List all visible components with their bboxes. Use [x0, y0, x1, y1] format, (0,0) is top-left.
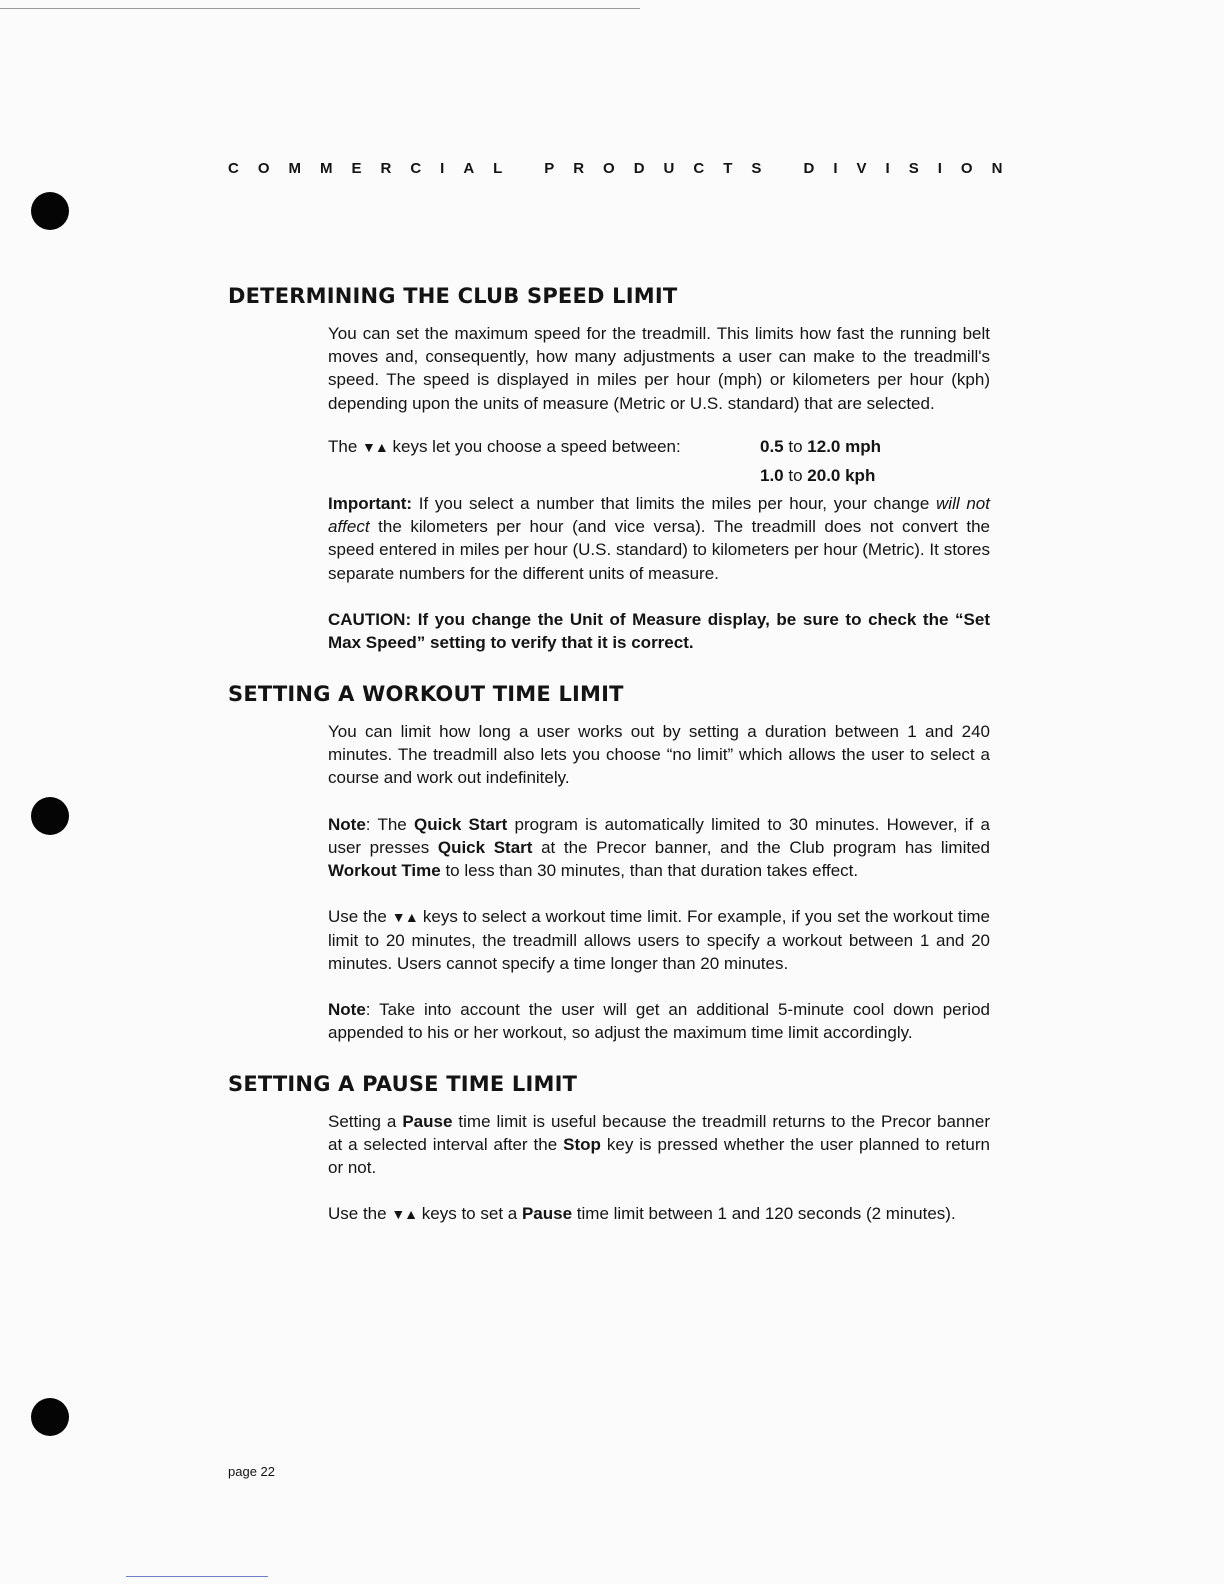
page-number: page 22	[228, 1464, 275, 1479]
workout-note-cool-down: Note: Take into account the user will get an additional 5-minute cool down period appended to his or her workout, so adjust the maximum time limit accordingly.	[328, 1000, 990, 1043]
punch-hole	[31, 192, 69, 230]
top-rule	[0, 8, 640, 9]
section-heading-speed: DETERMINING THE CLUB SPEED LIMIT	[228, 284, 678, 308]
section-heading-workout: SETTING A WORKOUT TIME LIMIT	[228, 682, 624, 706]
speed-caution: CAUTION: If you change the Unit of Measure display, be sure to check the “Set Max Speed” setting to verify that it is correct.	[328, 610, 990, 653]
down-up-arrow-keys-icon: ▼▲	[391, 909, 418, 925]
down-up-arrow-keys-icon: ▼▲	[362, 439, 388, 455]
speed-intro: You can set the maximum speed for the treadmill. This limits how fast the running belt moves and, consequently, how many adjustments a user can make to the treadmill's speed. The speed is displayed in miles per hour (mph) or kilometers per hour (kph) depending upon the units of measure (Metric or U.S. standard) that are selected.	[328, 324, 990, 413]
speed-range-mph: 0.5 to 12.0 mph	[760, 437, 881, 456]
workout-note-quick-start: Note: The Quick Start program is automatically limited to 30 minutes. However, if a user presses Quick Start at the Precor banner, and the Club program has limited Workout Time to less than 30 minutes, than that duration takes effect.	[328, 815, 990, 881]
down-up-arrow-keys-icon: ▼▲	[391, 1206, 418, 1222]
punch-hole	[31, 1398, 69, 1436]
workout-intro: You can limit how long a user works out by setting a duration between 1 and 240 minutes. The treadmill also lets you choose “no limit” which allows the user to select a course and work out indefinitely.	[328, 722, 990, 788]
speed-important-note: Important: If you select a number that limits the miles per hour, your change will not affect the kilometers per hour (and vice versa). The treadmill does not convert the speed entered in miles per hour (U.S. standard) to kilometers per hour (Metric). It stores separate numbers for the different units of measure.	[328, 494, 990, 583]
division-header: COMMERCIAL PRODUCTS DIVISION	[228, 160, 1022, 177]
pause-intro: Setting a Pause time limit is useful because the treadmill returns to the Precor banner at a selected interval after the Stop key is pressed whether the user planned to return or not.	[328, 1112, 990, 1178]
pause-keys-paragraph: Use the ▼▲ keys to set a Pause time limit between 1 and 120 seconds (2 minutes).	[328, 1204, 956, 1223]
bottom-rule	[126, 1576, 268, 1577]
section-heading-pause: SETTING A PAUSE TIME LIMIT	[228, 1072, 578, 1096]
punch-hole	[31, 797, 69, 835]
speed-keys-line: The ▼▲ keys let you choose a speed between:	[328, 437, 681, 456]
speed-range-kph: 1.0 to 20.0 kph	[760, 466, 876, 485]
workout-keys-paragraph: Use the ▼▲ keys to select a workout time limit. For example, if you set the workout time limit to 20 minutes, the treadmill allows users to specify a workout between 1 and 20 minutes. Users cannot specify a time longer than 20 minutes.	[328, 907, 990, 974]
